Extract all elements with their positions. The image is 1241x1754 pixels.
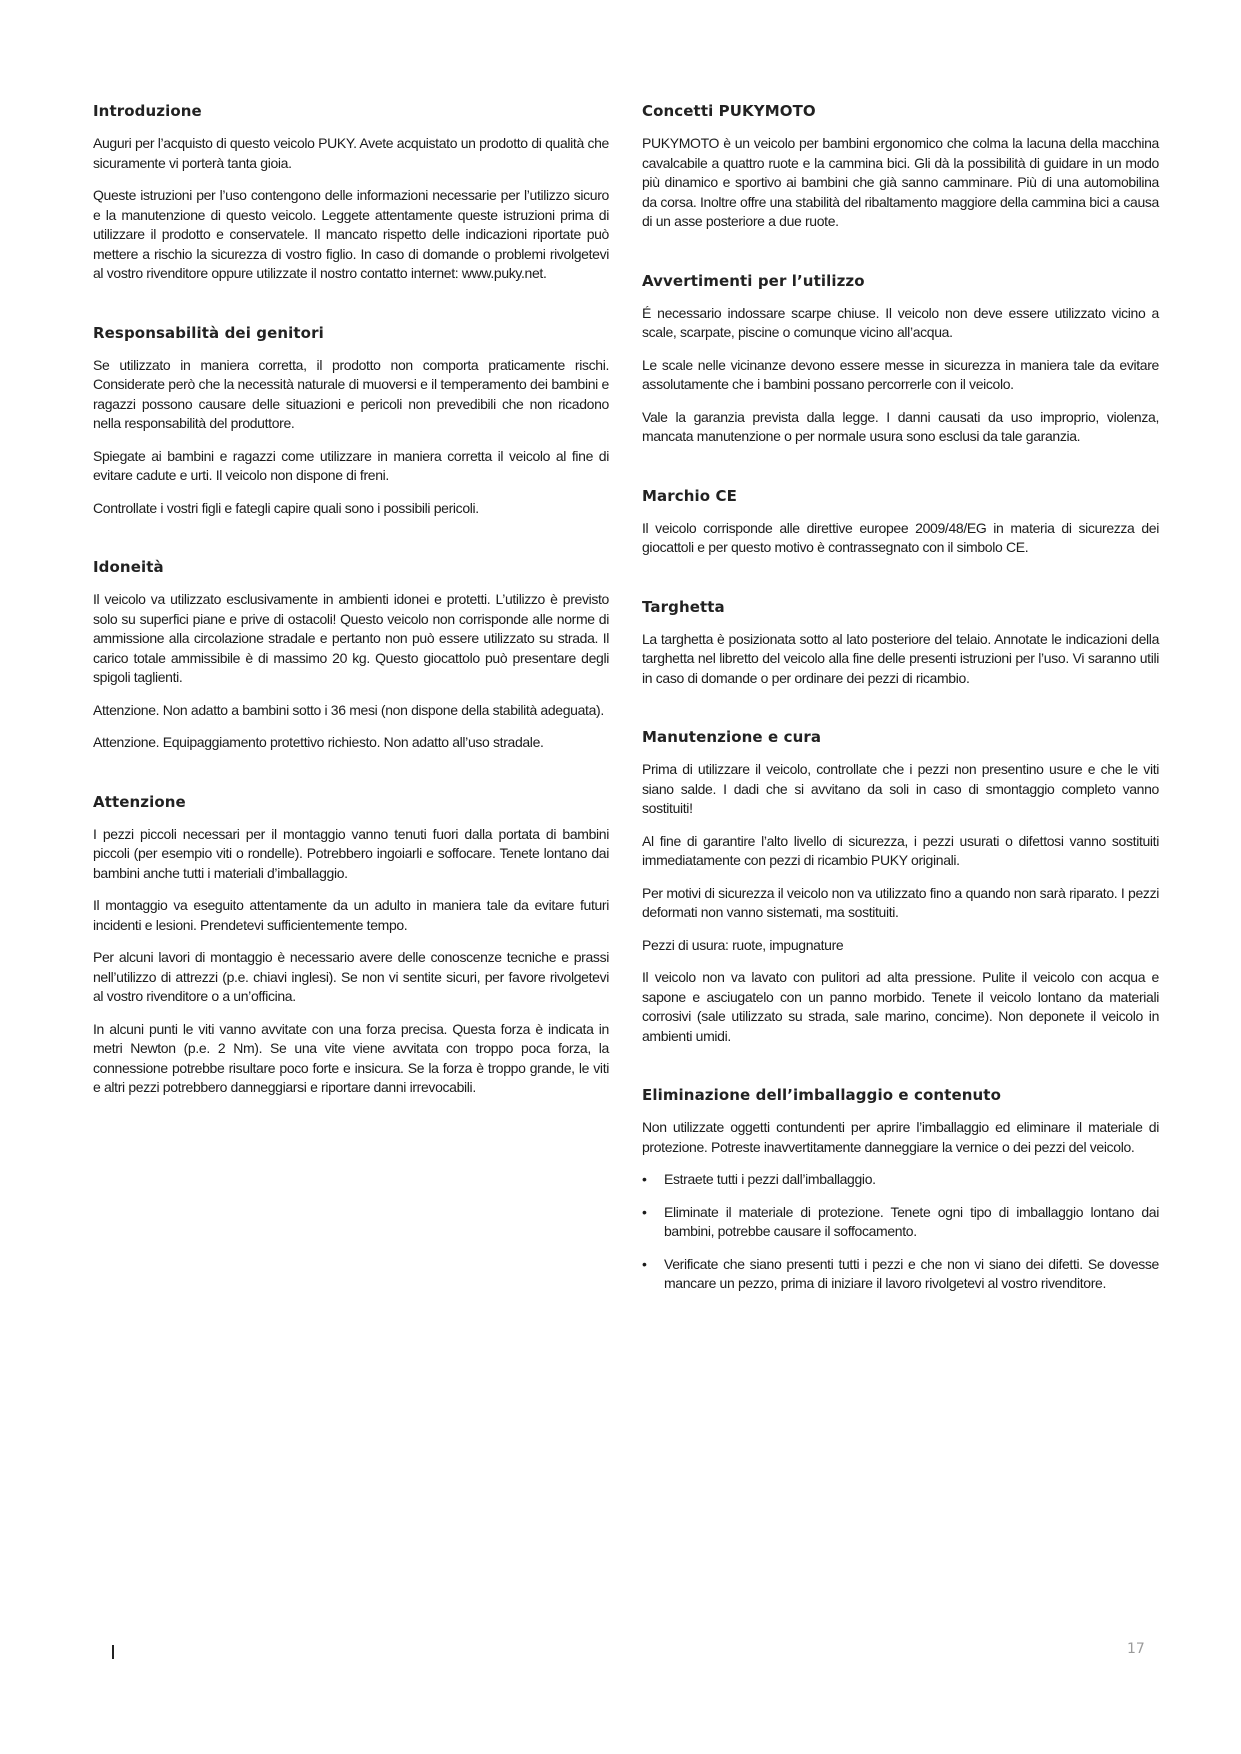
paragraph: Pezzi di usura: ruote, impugnature [642,936,844,953]
paragraph: Non utilizzate oggetti contundenti per aprire l’imballaggio ed eliminare il materiale di protezione. Potreste inavvertitamente danneggiare la vernice o dei pezzi del veicolo. [642,1119,1159,1155]
paragraph: Auguri per l’acquisto di questo veicolo PUKY. Avete acquistato un prodotto di qualità che sicuramente vi porterà tanta gioia. [93,135,609,171]
list-item [642,1170,1159,1190]
section-heading: Attenzione [93,792,186,811]
section-marchio-ce [642,487,1159,558]
paragraph: Il montaggio va eseguito attentamente da un adulto in maniera tale da evitare futuri incidenti e lesioni. Prendetevi sufficientemente tempo. [93,897,609,933]
page-number: 17 [1127,1641,1145,1657]
section-targhetta [642,598,1159,689]
list-item [642,1203,1159,1242]
section-heading: Idoneità [93,558,164,576]
paragraph: Per alcuni lavori di montaggio è necessario avere delle conoscenze tecniche e prassi nell’utilizzo di attrezzi (p.e. chiavi inglesi). Se non vi sentite sicuri, per favore rivolgetevi al vostro rivenditore o a un’officina. [93,949,609,1004]
paragraph: É necessario indossare scarpe chiuse. Il veicolo non deve essere utilizzato vicino a scale, scarpate, piscine o comunque vicino all’acqua. [642,304,1159,340]
section-heading: Responsabilità dei genitori [93,323,324,342]
paragraph: I pezzi piccoli necessari per il montaggio vanno tenuti fuori dalla portata di bambini piccoli (per esempio viti o rondelle). Potrebbero ingoiarli e soffocare. Tenete lontano dai bambini anche tutti i materiali d’imballaggio. [93,825,609,881]
section-heading: Manutenzione e cura [642,728,822,746]
paragraph: Per motivi di sicurezza il veicolo non va utilizzato fino a quando non sarà riparato. I pezzi deformati non vanno sistemati, ma sostituiti. [642,884,1159,920]
section-heading: Concetti PUKYMOTO [642,102,816,120]
section-heading: Eliminazione dell’imballaggio e contenuto [642,1086,1001,1104]
bullet-icon: • [642,1255,647,1272]
paragraph: PUKYMOTO è un veicolo per bambini ergonomico che colma la lacuna della macchina cavalcabile a quattro ruote e la cammina bici. Gli dà la possibilità di guidare in un modo più dinamico e sportivo ai bambini che già sanno camminare. Più di una automobilina da corsa. Inoltre offre una stabilità del ribaltamento maggiore della cammina bici a causa di un asse posteriore a due ruote. [642,135,1159,229]
paragraph: Attenzione. Non adatto a bambini sotto i 36 mesi (non dispone della stabilità adeguata). [93,701,604,718]
list-item-text: Estraete tutti i pezzi dall’imballaggio. [664,1171,876,1187]
paragraph: La targhetta è posizionata sotto al lato posteriore del telaio. Annotate le indicazioni della targhetta nel libretto del veicolo alla fine delle presenti istruzioni per l’uso. Vi saranno utili in caso di domande o per ordinare dei pezzi di ricambio. [642,630,1159,686]
paragraph: Controllate i vostri figli e fategli capire quali sono i possibili pericoli. [93,499,479,516]
section-idoneita [93,558,609,753]
paragraph: Vale la garanzia prevista dalla legge. I danni causati da uso improprio, violenza, mancata manutenzione o per normale usura sono esclusi da tale garanzia. [642,408,1159,444]
bullet-icon: • [642,1171,647,1187]
section-manutenzione [642,728,1159,1046]
section-heading: Marchio CE [642,486,737,505]
paragraph: Il veicolo corrisponde alle direttive europee 2009/48/EG in materia di sicurezza dei giocattoli e per questo motivo è contrassegnato con il simbolo CE. [642,519,1159,555]
right-column [642,102,1159,1334]
section-heading: Introduzione [93,102,202,120]
section-responsabilita [93,324,609,519]
paragraph: Attenzione. Equipaggiamento protettivo richiesto. Non adatto all’uso stradale. [93,734,544,750]
section-avvertimenti [642,272,1159,447]
footer-language-mark [112,1645,114,1659]
section-heading: Targhetta [642,597,725,616]
paragraph: Il veicolo va utilizzato esclusivamente in ambienti idonei e protetti. L’utilizzo è previsto solo su superfici piane e prive di ostacoli! Questo veicolo non corrisponde alle norme di ammissione alla circolazione stradale e pertanto non può essere utilizzato su strada. Il carico totale ammissibile è di massimo 20 kg. Questo giocattolo può presentare degli spigoli taglienti. [93,591,609,685]
paragraph: Il veicolo non va lavato con pulitori ad alta pressione. Pulite il veicolo con acqua e sapone e asciugatelo con un panno morbido. Tenete il veicolo lontano da materiali corrosivi (sale utilizzato su strada, sale marino, concime). Non deponete il veicolo in ambienti umidi. [642,969,1159,1044]
left-column [93,102,609,1138]
paragraph: Queste istruzioni per l’uso contengono delle informazioni necessarie per l’utilizzo sicuro e la manutenzione di questo veicolo. Leggete attentamente queste istruzioni prima di utilizzare il prodotto e conservatele. Il mancato rispetto delle indicazioni riportate può mettere a rischio la sicurezza di vostro figlio. In caso di domande o problemi rivolgetevi al vostro rivenditore oppure utilizzate il nostro contatto internet: www.puky.net. [93,187,609,281]
paragraph: Le scale nelle vicinanze devono essere messe in sicurezza in maniera tale da evitare assolutamente che i bambini possano percorrerle con il veicolo. [642,356,1159,392]
paragraph: In alcuni punti le viti vanno avvitate con una forza precisa. Questa forza è indicata in metri Newton (p.e. 2 Nm). Se una vite viene avvitata con troppo poca forza, la connessione potrebbe risultare poco forte e insicura. Se la forza è troppo grande, le viti e altri pezzi potrebbero danneggiarsi e riportare danni irrevocabili. [93,1020,609,1095]
section-attenzione [93,793,609,1098]
section-introduzione [93,102,609,284]
paragraph: Al fine di garantire l’alto livello di sicurezza, i pezzi usurati o difettosi vanno sostituiti immediatamente con pezzi di ricambio PUKY originali. [642,832,1159,868]
section-heading: Avvertimenti per l’utilizzo [642,271,865,290]
section-eliminazione-imballaggio [642,1086,1159,1294]
list-item-text: Verificate che siano presenti tutti i pezzi e che non vi siano dei difetti. Se dovesse mancare un pezzo, prima di iniziare il lavoro rivolgetevi al vostro rivenditore. [664,1255,1159,1291]
paragraph: Se utilizzato in maniera corretta, il prodotto non comporta praticamente rischi. Considerate però che la necessità naturale di muoversi e il temperamento dei bambini e ragazzi possono causare delle situazioni e pericoli non prevedibili che non ricadono nella responsabilità del produttore. [93,356,609,431]
list-item-text: Eliminate il materiale di protezione. Tenete ogni tipo di imballaggio lontano dai bambini, potrebbe causare il soffocamento. [664,1203,1159,1239]
bullet-list [642,1170,1159,1294]
section-concetti-pukymoto [642,102,1159,232]
paragraph: Prima di utilizzare il veicolo, controllate che i pezzi non presentino usure e che le viti siano salde. I dadi che si avvitano da soli in caso di smontaggio completo vanno sostituiti! [642,761,1159,816]
list-item [642,1255,1159,1294]
paragraph: Spiegate ai bambini e ragazzi come utilizzare in maniera corretta il veicolo al fine di evitare cadute e urti. Il veicolo non dispone di freni. [93,447,609,483]
bullet-icon: • [642,1203,647,1220]
